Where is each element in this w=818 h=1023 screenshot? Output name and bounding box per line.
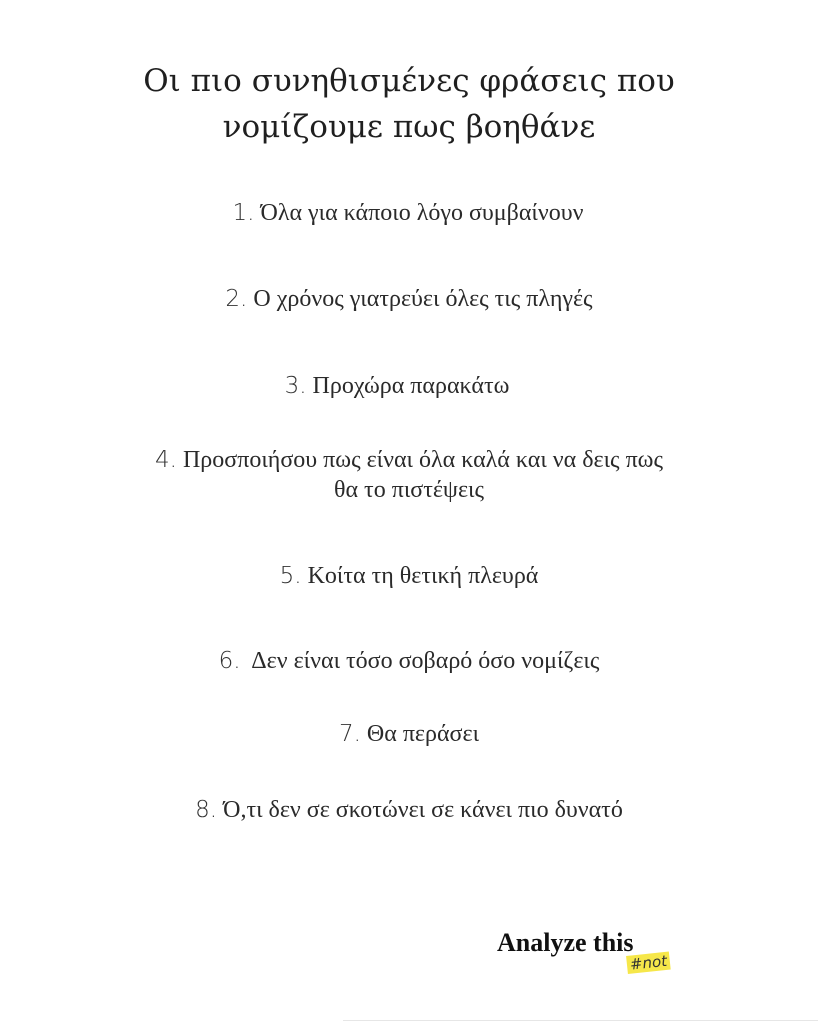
page-title	[0, 58, 818, 150]
list-item-number: 2.	[225, 286, 248, 312]
page-title-line-1: Οι πιο συνηθισμένες φράσεις που	[143, 63, 675, 99]
list-item	[0, 371, 806, 401]
list-item-text: Ό,τι δεν σε σκοτώνει σε κάνει πιο δυνατό	[223, 797, 623, 823]
list-item	[0, 284, 818, 314]
list-item-text: Κοίτα τη θετική πλευρά	[307, 563, 539, 589]
page-title-line-2: νομίζουμε πως βοηθάνε	[222, 109, 596, 145]
list-item-text: Όλα για κάποιο λόγο συμβαίνουν	[260, 200, 584, 226]
list-item	[0, 198, 817, 228]
list-item-number: 5.	[279, 563, 302, 589]
list-item-text: Δεν είναι τόσο σοβαρό όσο νομίζεις	[246, 648, 600, 674]
bottom-divider	[343, 1020, 818, 1021]
list-item-number: 7.	[338, 721, 361, 747]
list-item-text: Ο χρόνος γιατρεύει όλες τις πληγές	[253, 286, 593, 312]
list-item	[0, 719, 818, 749]
list-item-number: 4.	[155, 447, 177, 473]
list-item-number: 6.	[218, 648, 241, 674]
brand-name: Analyze this	[497, 928, 634, 957]
list-item	[0, 561, 818, 591]
list-item-number: 3.	[284, 373, 307, 399]
list-item-number: 8.	[195, 797, 218, 823]
brand-hashtag: #not	[626, 952, 671, 974]
list-item-number: 1.	[232, 200, 255, 226]
list-item-text-continued: θα το πιστέψεις	[333, 477, 484, 503]
list-item	[0, 445, 818, 505]
list-item	[0, 795, 818, 825]
brand-logo	[497, 926, 697, 986]
list-item	[0, 646, 818, 676]
list-item-text: Προχώρα παρακάτω	[312, 373, 510, 399]
list-item-text: Θα περάσει	[366, 721, 480, 747]
list-item-text: Προσποιήσου πως είναι όλα καλά και να δεις πως	[182, 447, 663, 473]
